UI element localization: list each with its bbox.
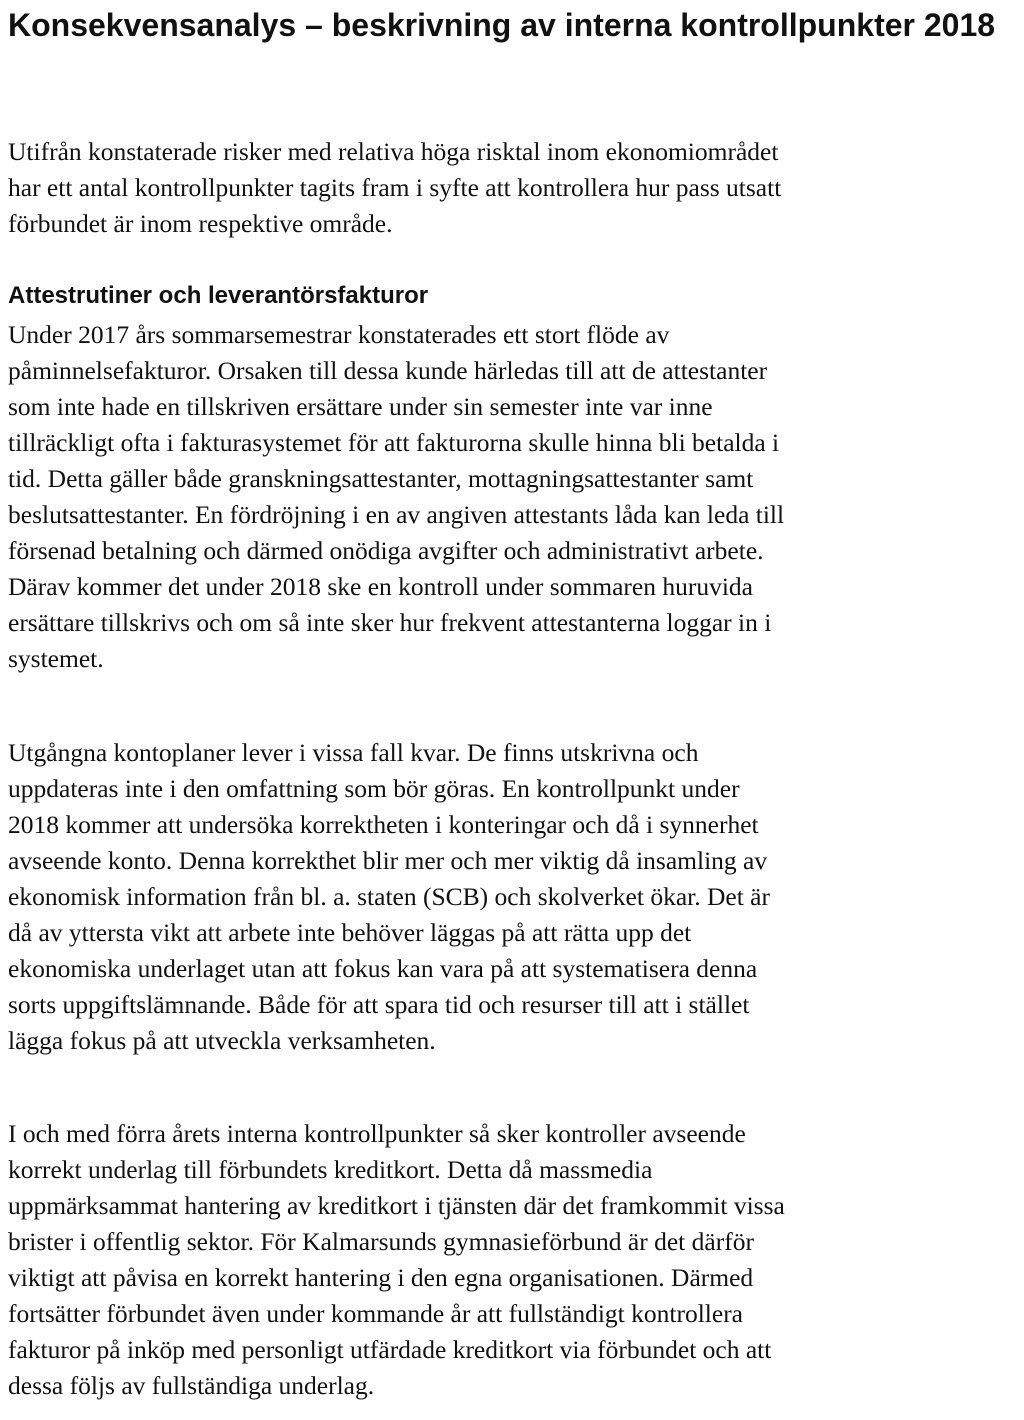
text-line: ekonomisk information från bl. a. staten (SCB) och skolverket ökar. Det är (8, 882, 770, 911)
text-line: Under 2017 års sommarsemestrar konstaterades ett stort flöde av (8, 320, 670, 349)
text-line: ekonomiska underlaget utan att fokus kan vara på att systematisera denna (8, 954, 758, 983)
text-line: avseende konto. Denna korrekthet blir mer och mer viktig då insamling av (8, 846, 768, 875)
text-line: fortsätter förbundet även under kommande år att fullständigt kontrollera (8, 1299, 744, 1328)
text-line: påminnelsefakturor. Orsaken till dessa kunde härledas till att de attestanter (8, 356, 768, 385)
text-line: tillräckligt ofta i fakturasystemet för att fakturorna skulle hinna bli betalda i (8, 428, 780, 457)
text-line: lägga fokus på att utveckla verksamheten. (8, 1026, 436, 1055)
text-line: brister i offentlig sektor. För Kalmarsunds gymnasieförbund är det därför (8, 1227, 754, 1256)
text-line: Därav kommer det under 2018 ske en kontroll under sommaren huruvida (8, 572, 753, 601)
text-line: har ett antal kontrollpunkter tagits fram i syfte att kontrollera hur pass utsatt (8, 173, 782, 202)
text-line: förbundet är inom respektive område. (8, 209, 393, 238)
text-line: Utgångna kontoplaner lever i vissa fall kvar. De finns utskrivna och (8, 738, 699, 767)
text-line: ersättare tillskrivs och om så inte sker hur frekvent attestanterna loggar in i (8, 608, 772, 637)
text-line: I och med förra årets interna kontrollpunkter så sker kontroller avseende (8, 1119, 746, 1148)
text-line: uppdateras inte i den omfattning som bör göras. En kontrollpunkt under (8, 774, 740, 803)
text-line: då av yttersta vikt att arbete inte behöver läggas på att rätta upp det (8, 918, 692, 947)
text-line: systemet. (8, 644, 104, 673)
text-line: uppmärksammat hantering av kreditkort i tjänsten där det framkommit vissa (8, 1191, 785, 1220)
text-line: försenad betalning och därmed onödiga avgifter och administrativt arbete. (8, 536, 764, 565)
kontoplan-paragraph (8, 735, 770, 1059)
text-line: Utifrån konstaterade risker med relativa höga risktal inom ekonomiområdet (8, 137, 779, 166)
text-line: 2018 kommer att undersöka korrektheten i konteringar och då i synnerhet (8, 810, 759, 839)
text-line: dessa följs av fullständiga underlag. (8, 1371, 375, 1400)
kreditkort-paragraph (8, 1116, 785, 1404)
text-line: korrekt underlag till förbundets kreditkort. Detta då massmedia (8, 1155, 653, 1184)
intro-paragraph (8, 134, 781, 242)
text-line: beslutsattestanter. En fördröjning i en av angiven attestants låda kan leda till (8, 500, 785, 529)
text-line: viktigt att påvisa en korrekt hantering i den egna organisationen. Därmed (8, 1263, 754, 1292)
text-line: fakturor på inköp med personligt utfärdade kreditkort via förbundet och att (8, 1335, 772, 1364)
section-paragraph (8, 317, 784, 677)
page-title: Konsekvensanalys – beskrivning av interna kontrollpunkter 2018 (8, 7, 996, 43)
text-line: tid. Detta gäller både granskningsattestanter, mottagningsattestanter samt (8, 464, 754, 493)
text-line: sorts uppgiftslämnande. Både för att spara tid och resurser till att i stället (8, 990, 750, 1019)
section-heading: Attestrutiner och leverantörsfakturor (8, 282, 429, 309)
text-line: som inte hade en tillskriven ersättare under sin semester inte var inne (8, 392, 713, 421)
